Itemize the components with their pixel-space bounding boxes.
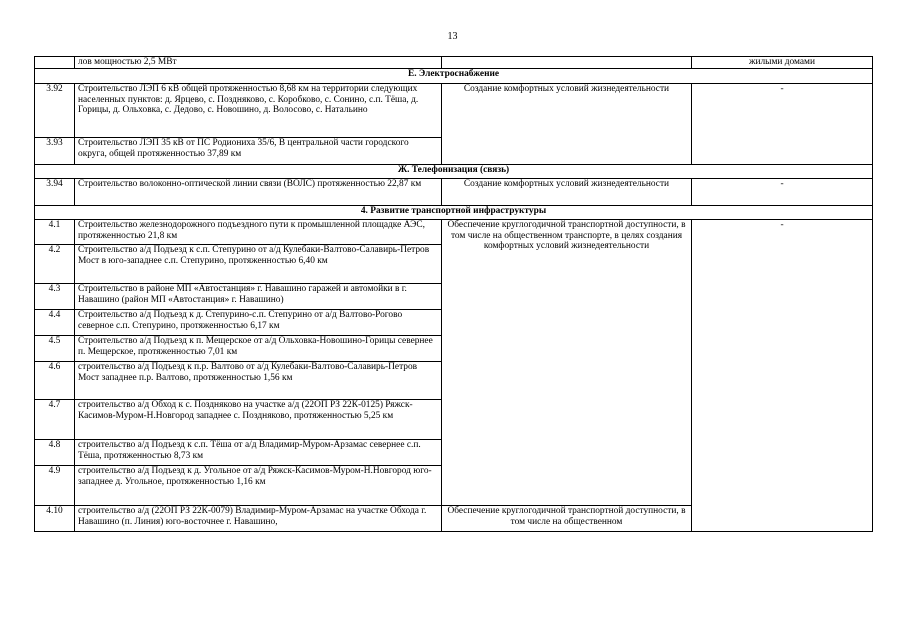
row-description: строительство а/д Подъезд к п.р. Валтово от а/д Кулебаки-Валтово-Салавирь-Петров Мост западнее п.р. Валтово, протяженностью 1,56 км (75, 362, 442, 400)
row-description: Строительство ЛЭП 35 кВ от ПС Родиониха 35/6, В центральной части городского округа, общей протяженностью 37,89 км (75, 138, 442, 165)
row-number: 4.8 (35, 440, 75, 466)
row-description: Строительство ЛЭП 6 кВ общей протяженностью 8,68 км на территории следующих населенных пунктов: д. Ярцево, с. Поздняково, с. Коробково, с. Сонино, с.п. Тёша, д. Горицы, д. Ольховка, с. Дедово, с. Новошино, д. Волосово, с. Натальино (75, 84, 442, 138)
row-number: 3.93 (35, 138, 75, 165)
row-number: 4.6 (35, 362, 75, 400)
row-description: Строительство волоконно-оптической линии связи (ВОЛС) протяженностью 22,87 км (75, 179, 442, 206)
row-number: 4.5 (35, 336, 75, 362)
section-row-transport (35, 206, 873, 220)
row-goal: Обеспечение круглогодичной транспортной доступности, в том числе на общественном транспорте, в целях создания комфортных условий жизнедеятельности (442, 220, 692, 506)
row-description: лов мощностью 2,5 МВт (75, 57, 442, 69)
row-number: 4.4 (35, 310, 75, 336)
row-description: Строительство а/д Подъезд к с.п. Степурино от а/д Кулебаки-Валтово-Салавирь-Петров Мост в юго-западнее с.п. Степурино, протяженностью 6,40 км (75, 245, 442, 284)
row-number: 4.7 (35, 400, 75, 440)
section-row-power (35, 69, 873, 84)
section-title: Е. Электроснабжение (35, 69, 873, 84)
row-goal: Создание комфортных условий жизнедеятельности (442, 84, 692, 165)
section-title: Ж. Телефонизация (связь) (35, 165, 873, 179)
row-goal: Создание комфортных условий жизнедеятельности (442, 179, 692, 206)
row-number: 4.2 (35, 245, 75, 284)
row-goal: Обеспечение круглогодичной транспортной доступности, в том числе на общественном (442, 506, 692, 532)
row-extra: - (692, 220, 873, 532)
row-description: строительство а/д (22ОП РЗ 22К-0079) Владимир-Муром-Арзамас на участке Обхода г. Навашино (п. Линия) юго-восточнее г. Навашино, (75, 506, 442, 532)
row-number: 4.9 (35, 466, 75, 506)
row-number: 4.10 (35, 506, 75, 532)
row-extra: - (692, 84, 873, 165)
row-goal (442, 57, 692, 69)
planning-table (34, 56, 873, 532)
row-description: строительство а/д Подъезд к д. Угольное от а/д Ряжск-Касимов-Муром-Н.Новгород юго-западнее д. Угольное, протяженностью 1,16 км (75, 466, 442, 506)
table-row-carry-over (35, 57, 873, 69)
row-number: 4.3 (35, 284, 75, 310)
row-number: 3.94 (35, 179, 75, 206)
table-row (35, 220, 873, 245)
row-number: 3.92 (35, 84, 75, 138)
row-description: Строительство а/д Подъезд к п. Мещерское от а/д Ольховка-Новошино-Горицы севернее п. Мещерское, протяженностью 7,01 км (75, 336, 442, 362)
table-row (35, 84, 873, 138)
section-row-telecom (35, 165, 873, 179)
table-row (35, 179, 873, 206)
row-description: Строительство железнодорожного подъездного пути к промышленной площадке АЭС, протяженностью 21,8 км (75, 220, 442, 245)
row-number: 4.1 (35, 220, 75, 245)
row-description: Строительство а/д Подъезд к д. Степурино-с.п. Степурино от а/д Валтово-Рогово северное с.п. Степурино, протяженностью 6,17 км (75, 310, 442, 336)
row-number (35, 57, 75, 69)
row-description: строительство а/д Обход к с. Поздняково на участке а/д (22ОП РЗ 22К-0125) Ряжск-Касимов-Муром-Н.Новгород западнее с. Поздняково, протяженностью 5,25 км (75, 400, 442, 440)
row-description: Строительство в районе МП «Автостанция» г. Навашино гаражей и автомойки в г. Навашино (район МП «Автостанция» г. Навашино) (75, 284, 442, 310)
page-number: 13 (447, 31, 458, 42)
row-extra: жилыми домами (692, 57, 873, 69)
row-extra: - (692, 179, 873, 206)
section-title: 4. Развитие транспортной инфраструктуры (35, 206, 873, 220)
row-description: строительство а/д Подъезд к с.п. Тёша от а/д Владимир-Муром-Арзамас севернее с.п. Тёша, протяженностью 8,73 км (75, 440, 442, 466)
